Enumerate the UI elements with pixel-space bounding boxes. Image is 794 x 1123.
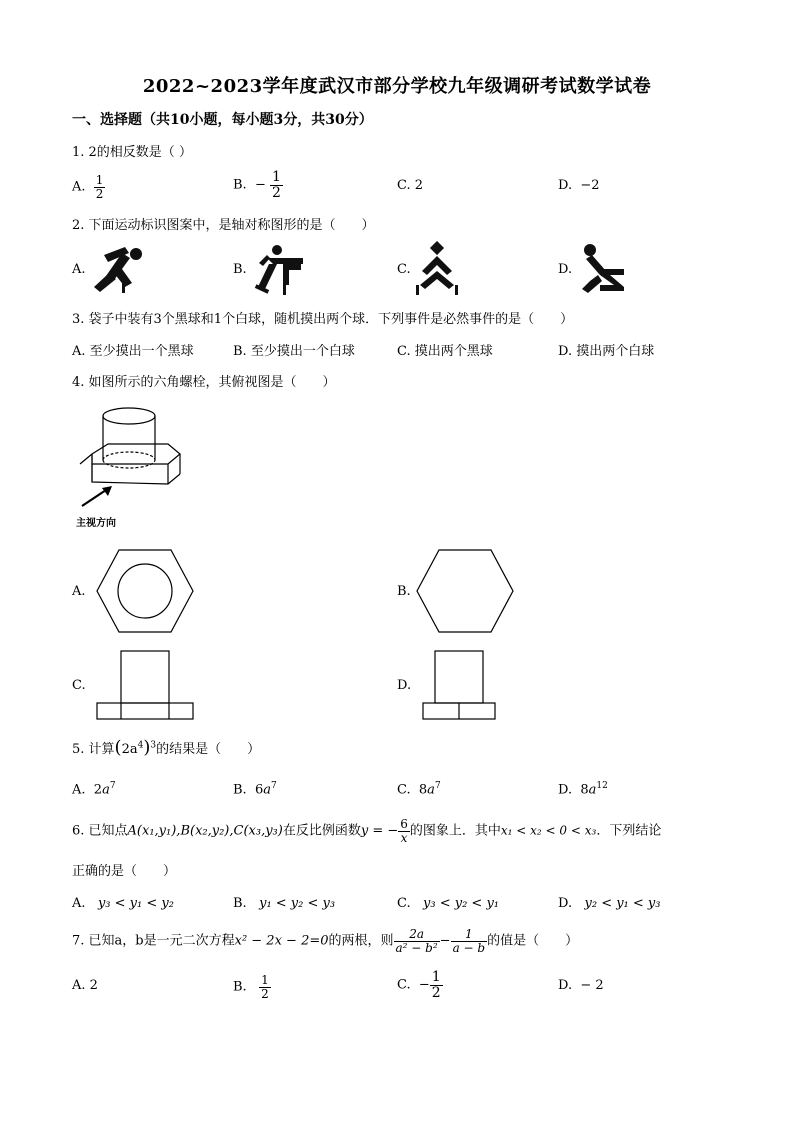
q4-option-a-label[interactable]: A. [72,584,86,599]
q1-option-b[interactable]: B. − $\frac{1}{2}$ [233,169,281,201]
q2-runner-c-icon [414,241,462,297]
hex-bolt-figure [72,402,192,514]
question-4-stem: 4. 如图所示的六角螺栓，其俯视图是（ ） [72,375,336,390]
question-3-stem: 3. 袋子中装有3个黑球和1个白球，随机摸出两个球．下列事件是必然事件的是（ ） [72,312,574,327]
q5-option-a[interactable]: A. $2a^7$ [72,781,116,798]
q4-option-d-label[interactable]: D. [397,678,412,693]
q3-option-b[interactable]: B. 至少摸出一个白球 [233,344,355,359]
fraction: $\frac{1}{a - b}$ [452,927,486,955]
q5-option-c[interactable]: C. $8a^7$ [397,781,441,798]
q7-option-c[interactable]: C. − $\frac{1}{2}$ [397,969,441,1001]
q7-option-d[interactable]: D. − 2 [558,978,604,993]
fraction: $\frac{1}{2}$ [431,969,441,1001]
question-5-stem: 5. 计算$(2a^4)^3$的结果是（ ） [72,737,261,758]
section-heading: 一、选择题（共10小题，每小题3分，共30分） [72,112,373,128]
q2-runner-b-icon [253,241,309,297]
fraction: $\frac{1}{2}$ [272,169,281,201]
q4-option-d-side-view [421,649,497,721]
q3-option-c[interactable]: C. 摸出两个黑球 [397,344,493,359]
q7-option-b[interactable]: B. $\frac{1}{2}$ [233,973,269,1001]
q6-option-c[interactable]: C. y₃ < y₂ < y₁ [397,896,500,911]
q5-option-d[interactable]: D. $8a^{12}$ [558,781,608,798]
q2-option-d-label[interactable]: D. [558,262,573,277]
question-7-stem: 7. 已知a，b是一元二次方程x² − 2x − 2=0的两根，则 $\frac{2a}{\text{a² − b²}}$ − $\frac{1}{a - b}$ 的值是（ ） [72,927,579,955]
view-direction-caption: 主视方向 [76,518,116,529]
q2-runner-a-icon [92,243,148,297]
q1-option-a[interactable]: A. $\frac{1}{2}$ [72,173,104,201]
q3-option-d[interactable]: D. 摸出两个白球 [558,344,655,359]
question-2-stem: 2. 下面运动标识图案中，是轴对称图形的是（ ） [72,218,375,233]
question-6-stem-line-2: 正确的是（ ） [72,864,177,879]
q6-option-d[interactable]: D. y₂ < y₁ < y₃ [558,896,661,911]
q2-option-a-label[interactable]: A. [72,262,86,277]
q6-option-a[interactable]: A. y₃ < y₁ < y₂ [72,896,174,911]
q2-runner-d-icon [580,241,630,297]
page-title: 2022~2023学年度武汉市部分学校九年级调研考试数学试卷 [142,76,652,97]
q1-option-c[interactable]: C. 2 [397,178,424,193]
fraction: $\frac{1}{2}$ [261,973,269,1001]
q5-option-b[interactable]: B. $6a^7$ [233,781,277,798]
q7-option-a[interactable]: A. 2 [72,978,98,993]
q4-option-c-front-view [95,649,195,721]
fraction: $\frac{1}{2}$ [95,173,104,201]
q4-option-b-hexagon [415,548,515,634]
q2-option-c-label[interactable]: C. [397,262,411,277]
question-6-stem-line-1: 6. 已知点A(x₁,y₁),B(x₂,y₂),C(x₃,y₃)在反比例函数y = − $\frac{6}{x}$ 的图象上．其中x₁ < x₂ < 0 < x₃．下列结论 [72,817,662,845]
q4-option-a-hexagon-with-circle [95,548,195,634]
q4-option-c-label[interactable]: C. [72,678,86,693]
q6-option-b[interactable]: B. y₁ < y₂ < y₃ [233,896,336,911]
q3-option-a[interactable]: A. 至少摸出一个黑球 [72,344,194,359]
question-1-stem: 1. 2的相反数是（ ） [72,145,192,160]
q1-option-d[interactable]: D. −2 [558,178,600,193]
q2-option-b-label[interactable]: B. [233,262,247,277]
fraction: $\frac{6}{x}$ [400,817,408,845]
fraction: $\frac{2a}{\text{a² − b²}}$ [395,927,438,955]
q4-option-b-label[interactable]: B. [397,584,411,599]
